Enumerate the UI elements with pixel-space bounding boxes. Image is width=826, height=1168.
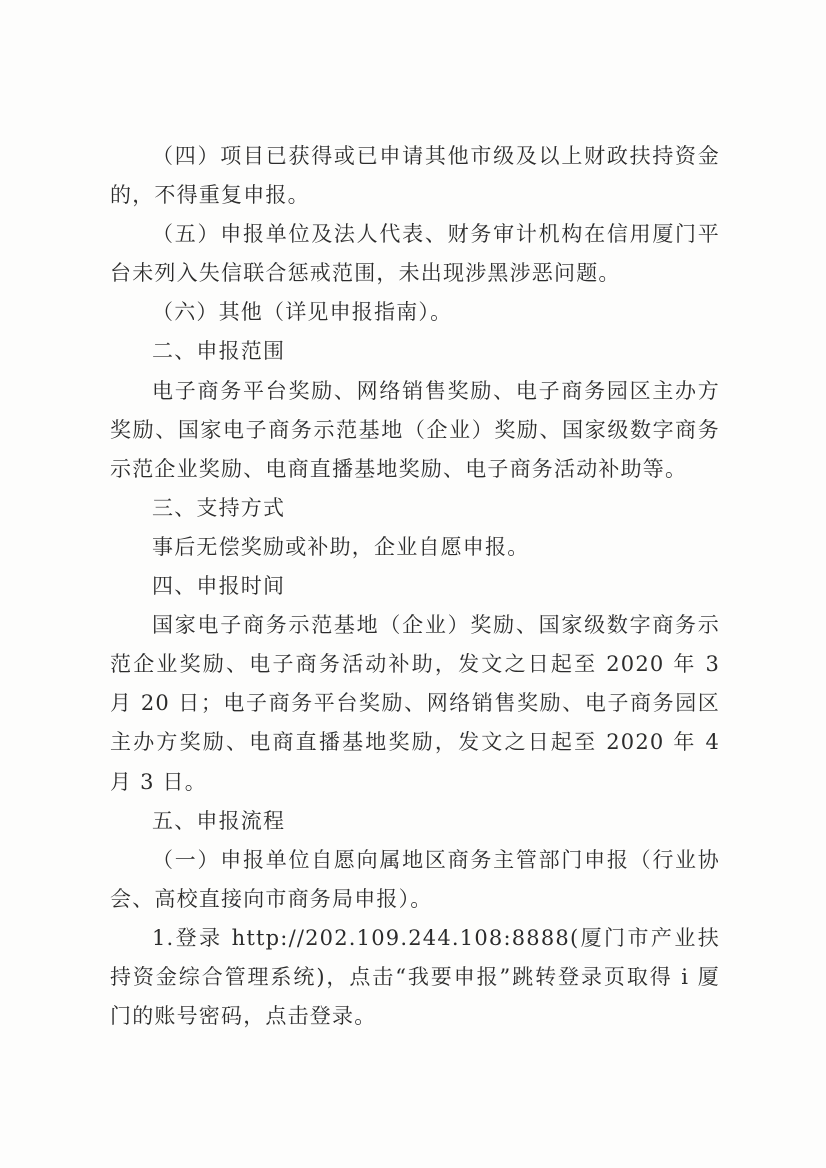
scope-paragraph: 电子商务平台奖励、网络销售奖励、电子商务园区主办方奖励、国家电子商务示范基地（企业）奖励、国家级数字商务示范企业奖励、电商直播基地奖励、电子商务活动补助等。 — [110, 378, 720, 481]
section-heading-time: 四、申报时间 — [152, 574, 286, 599]
section-heading-process: 五、申报流程 — [152, 808, 286, 833]
time-paragraph: 国家电子商务示范基地（企业）奖励、国家级数字商务示范企业奖励、电子商务活动补助，发文之日起至 2020 年 3 月 20 日；电子商务平台奖励、网络销售奖励、电子商务园区主办方奖励、电商直播基地奖励，发文之日起至 2020 年 4 月 3 日。 — [110, 613, 720, 794]
support-paragraph: 事后无偿奖励或补助，企业自愿申报。 — [152, 534, 530, 559]
section-heading-scope: 二、申报范围 — [152, 339, 286, 364]
section-heading-support: 三、支持方式 — [152, 495, 286, 520]
condition-4: （四）项目已获得或已申请其他市级及以上财政扶持资金的，不得重复申报。 — [110, 144, 720, 208]
condition-6: （六）其他（详见申报指南）。 — [152, 300, 453, 325]
condition-5: （五）申报单位及法人代表、财务审计机构在信用厦门平台未列入失信联合惩戒范围，未出现涉黑涉恶问题。 — [110, 222, 720, 286]
process-login-instruction: 1.登录 http://202.109.244.108:8888(厦门市产业扶持资金综合管理系统)，点击“我要申报”跳转登录页取得 i 厦门的账号密码，点击登录。 — [110, 925, 720, 1029]
document-body — [110, 137, 720, 1036]
process-step-1: （一）申报单位自愿向属地区商务主管部门申报（行业协会、高校直接向市商务局申报）。 — [110, 847, 720, 911]
